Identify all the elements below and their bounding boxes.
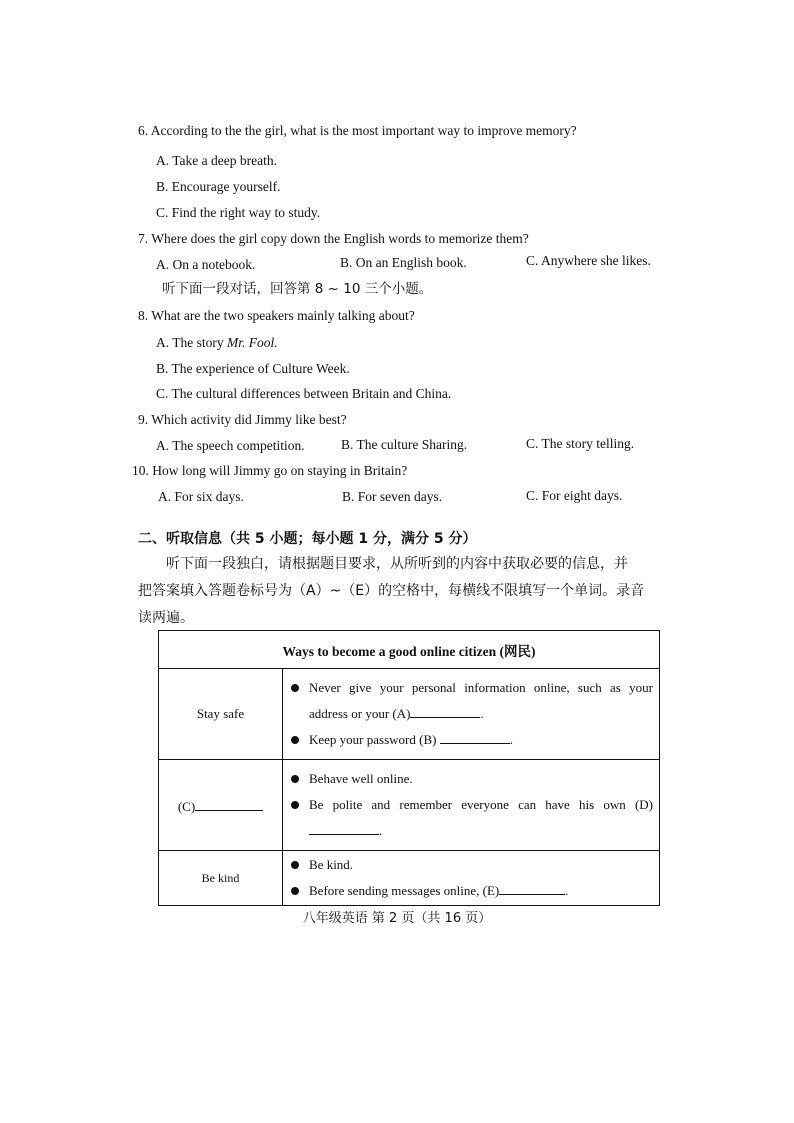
question-8-option-a-title: Mr. Fool. (227, 335, 278, 350)
row-label-be-kind: Be kind (159, 851, 283, 906)
table-row-stay-safe (159, 669, 660, 760)
bullet-item (291, 727, 653, 753)
question-6-option-b: B. Encourage yourself. (156, 179, 281, 194)
row-label-c-text: (C) (177, 798, 196, 814)
bullet-item (291, 675, 653, 727)
bullet-item (291, 878, 653, 904)
row-label-stay-safe: Stay safe (159, 669, 283, 760)
row-label-c (159, 760, 283, 851)
bullet-text-b: Keep your password (B) (309, 732, 440, 747)
question-9-option-b: B. The culture Sharing. (341, 437, 468, 452)
bullet-icon (291, 887, 299, 895)
blank-d (309, 820, 379, 835)
question-8-option-a-prefix: A. The story (156, 335, 227, 350)
blank-b (440, 729, 510, 744)
row-content-c (283, 760, 660, 851)
bullet-icon (291, 736, 299, 744)
section-2-title: 二、听取信息（共 5 小题；每小题 1 分，满分 5 分） (138, 531, 477, 547)
table-header: Ways to become a good online citizen (网民) (159, 631, 660, 669)
bullet-icon (291, 801, 299, 809)
question-10-stem: 10. How long will Jimmy go on staying in Britain? (132, 463, 408, 478)
question-7-stem: 7. Where does the girl copy down the English words to memorize them? (138, 231, 529, 246)
bullet-text: Keep your password (B) . (309, 727, 513, 753)
section-2-instruction-line-3: 读两遍。 (138, 610, 194, 626)
question-10-option-b: B. For seven days. (342, 489, 443, 504)
question-7-option-b: B. On an English book. (340, 255, 467, 270)
question-6-stem: 6. According to the the girl, what is the most important way to improve memory? (138, 123, 577, 138)
bullet-text-e: Before sending messages online, (E) (309, 883, 500, 898)
question-9-option-a: A. The speech competition. (156, 438, 305, 453)
blank-a (410, 703, 480, 718)
question-8-option-a (156, 336, 278, 350)
page-footer: 八年级英语 第 2 页（共 16 页） (302, 911, 492, 926)
bullet-text-d: Be polite and remember everyone can have his own (D) (309, 797, 653, 812)
blank-e (499, 880, 565, 895)
table-row-be-kind (159, 851, 660, 906)
bullet-icon (291, 684, 299, 692)
question-9-option-c: C. The story telling. (526, 436, 635, 451)
bullet-text-a: Never give your personal information online, such as your address or your (A) (309, 680, 653, 721)
question-7-option-c: C. Anywhere she likes. (526, 253, 651, 268)
bullet-item (291, 766, 653, 792)
bullet-text: Be kind. (309, 857, 354, 872)
row-content-be-kind (283, 851, 660, 906)
bullet-item (291, 852, 653, 878)
question-10-option-c: C. For eight days. (526, 488, 623, 503)
question-8-option-c: C. The cultural differences between Britain and China. (156, 386, 452, 401)
instruction-questions-8-10: 听下面一段对话，回答第 8 ~ 10 三个小题。 (162, 281, 433, 297)
question-10-option-a: A. For six days. (158, 489, 244, 504)
section-2-instruction-line-1: 听下面一段独白，请根据题目要求，从所听到的内容中获取必要的信息，并 (166, 556, 628, 572)
bullet-text: Before sending messages online, (E) . (309, 878, 569, 904)
question-9-stem: 9. Which activity did Jimmy like best? (138, 412, 347, 427)
bullet-text: Never give your personal information online, such as your address or your (A) . (309, 680, 653, 721)
bullet-text: Behave well online. (309, 771, 413, 786)
section-2-instruction-line-2: 把答案填入答题卷标号为（A）~（E）的空格中，每横线不限填写一个单词。录音 (138, 583, 645, 599)
bullet-item (291, 792, 653, 844)
blank-c (195, 796, 263, 811)
question-8-option-b: B. The experience of Culture Week. (156, 361, 350, 376)
bullet-icon (291, 775, 299, 783)
question-8-stem: 8. What are the two speakers mainly talking about? (138, 308, 415, 323)
row-content-stay-safe (283, 669, 660, 760)
bullet-icon (291, 861, 299, 869)
table-row-c (159, 760, 660, 851)
online-citizen-table (158, 630, 660, 906)
question-6-option-a: A. Take a deep breath. (156, 153, 277, 168)
question-6-option-c: C. Find the right way to study. (156, 205, 321, 220)
bullet-text: Be polite and remember everyone can have his own (D). (309, 797, 653, 838)
question-7-option-a: A. On a notebook. (156, 257, 256, 272)
